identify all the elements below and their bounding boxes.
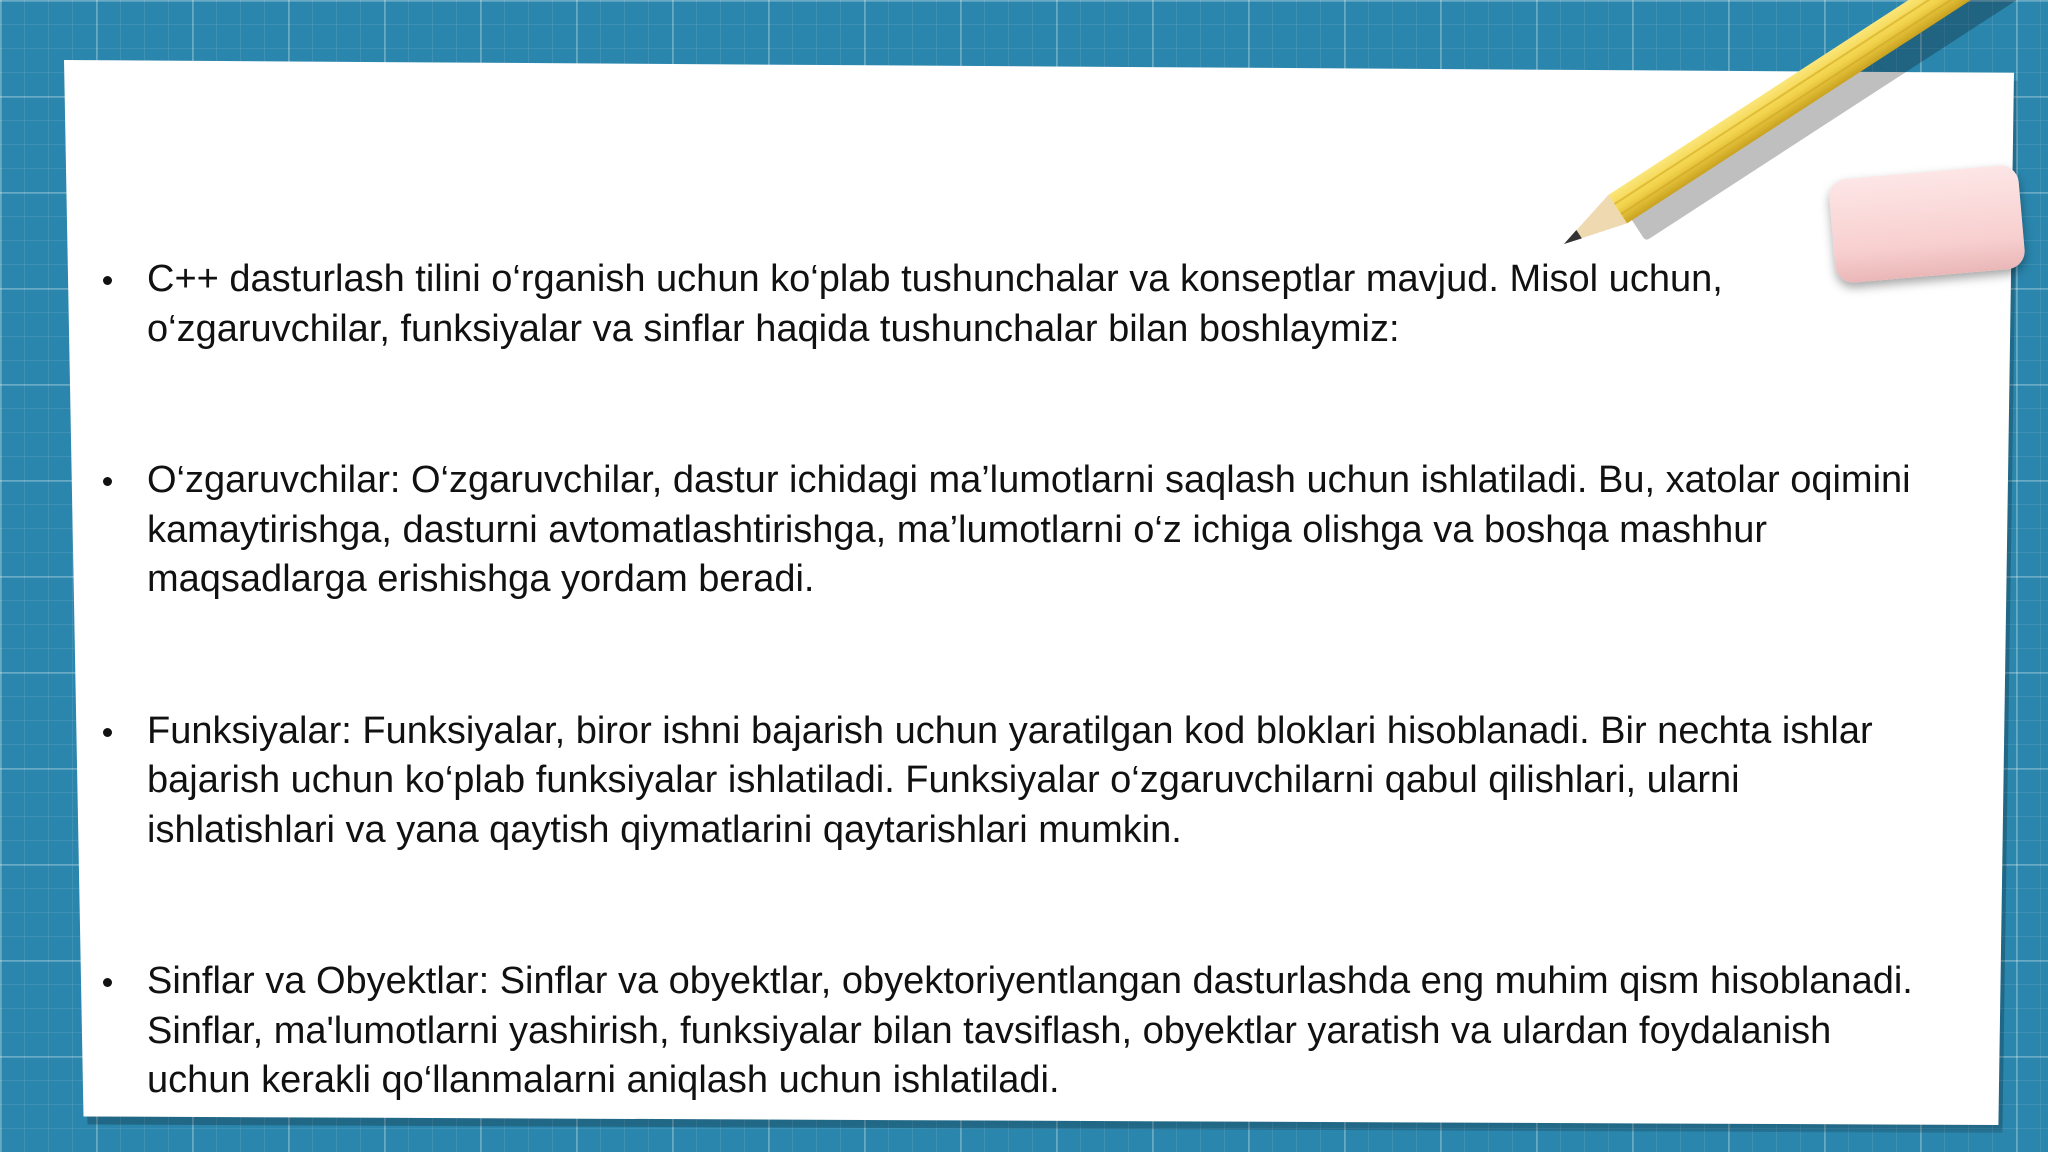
bullet-dot-icon: [103, 276, 112, 285]
bullet-item-classes: [95, 957, 1915, 1106]
bullet-item-variables: [95, 456, 1915, 605]
eraser-icon: [1828, 164, 2026, 284]
bullet-dot-icon: [103, 978, 112, 987]
bullet-list: [95, 255, 1915, 1106]
bullet-item-functions: [95, 707, 1915, 856]
bullet-dot-icon: [103, 728, 112, 737]
bullet-text: Funksiyalar: Funksiyalar, biror ishni bajarish uchun yaratilgan kod bloklari hisoblanadi. Bir nechta ishlar bajarish uchun ko‘plab funksiyalar ishlatiladi. Funksiyalar o‘zgaruvchilarni qabul qilishlari, ularni ishlatishlari va yana qaytish qiymatlarini qaytarishlari mumkin.: [147, 709, 1873, 851]
bullet-text: O‘zgaruvchilar: O‘zgaruvchilar, dastur ichidagi ma’lumotlarni saqlash uchun ishlatiladi. Bu, xatolar oqimini kamaytirishga, dasturni avtomatlashtirishga, ma’lumotlarni o‘z ichiga olishga va boshqa mashhur maqsadlarga erishishga yordam beradi.: [147, 459, 1911, 600]
bullet-text: Sinflar va Obyektlar: Sinflar va obyektlar, obyektoriyentlangan dasturlashda eng muhim qism hisoblanadi. Sinflar, ma'lumotlarni yashirish, funksiyalar bilan tavsiflash, obyektlar yaratish va ulardan foydalanish uchun kerakli qo‘llanmalarni aniqlash uchun ishlatiladi.: [147, 960, 1913, 1101]
bullet-text: C++ dasturlash tilini o‘rganish uchun ko‘plab tushunchalar va konseptlar mavjud. Misol uchun, o‘zgaruvchilar, funksiyalar va sinflar haqida tushunchalar bilan boshlaymiz:: [147, 258, 1723, 350]
bullet-item-intro: [95, 255, 1915, 354]
bullet-dot-icon: [103, 477, 112, 486]
